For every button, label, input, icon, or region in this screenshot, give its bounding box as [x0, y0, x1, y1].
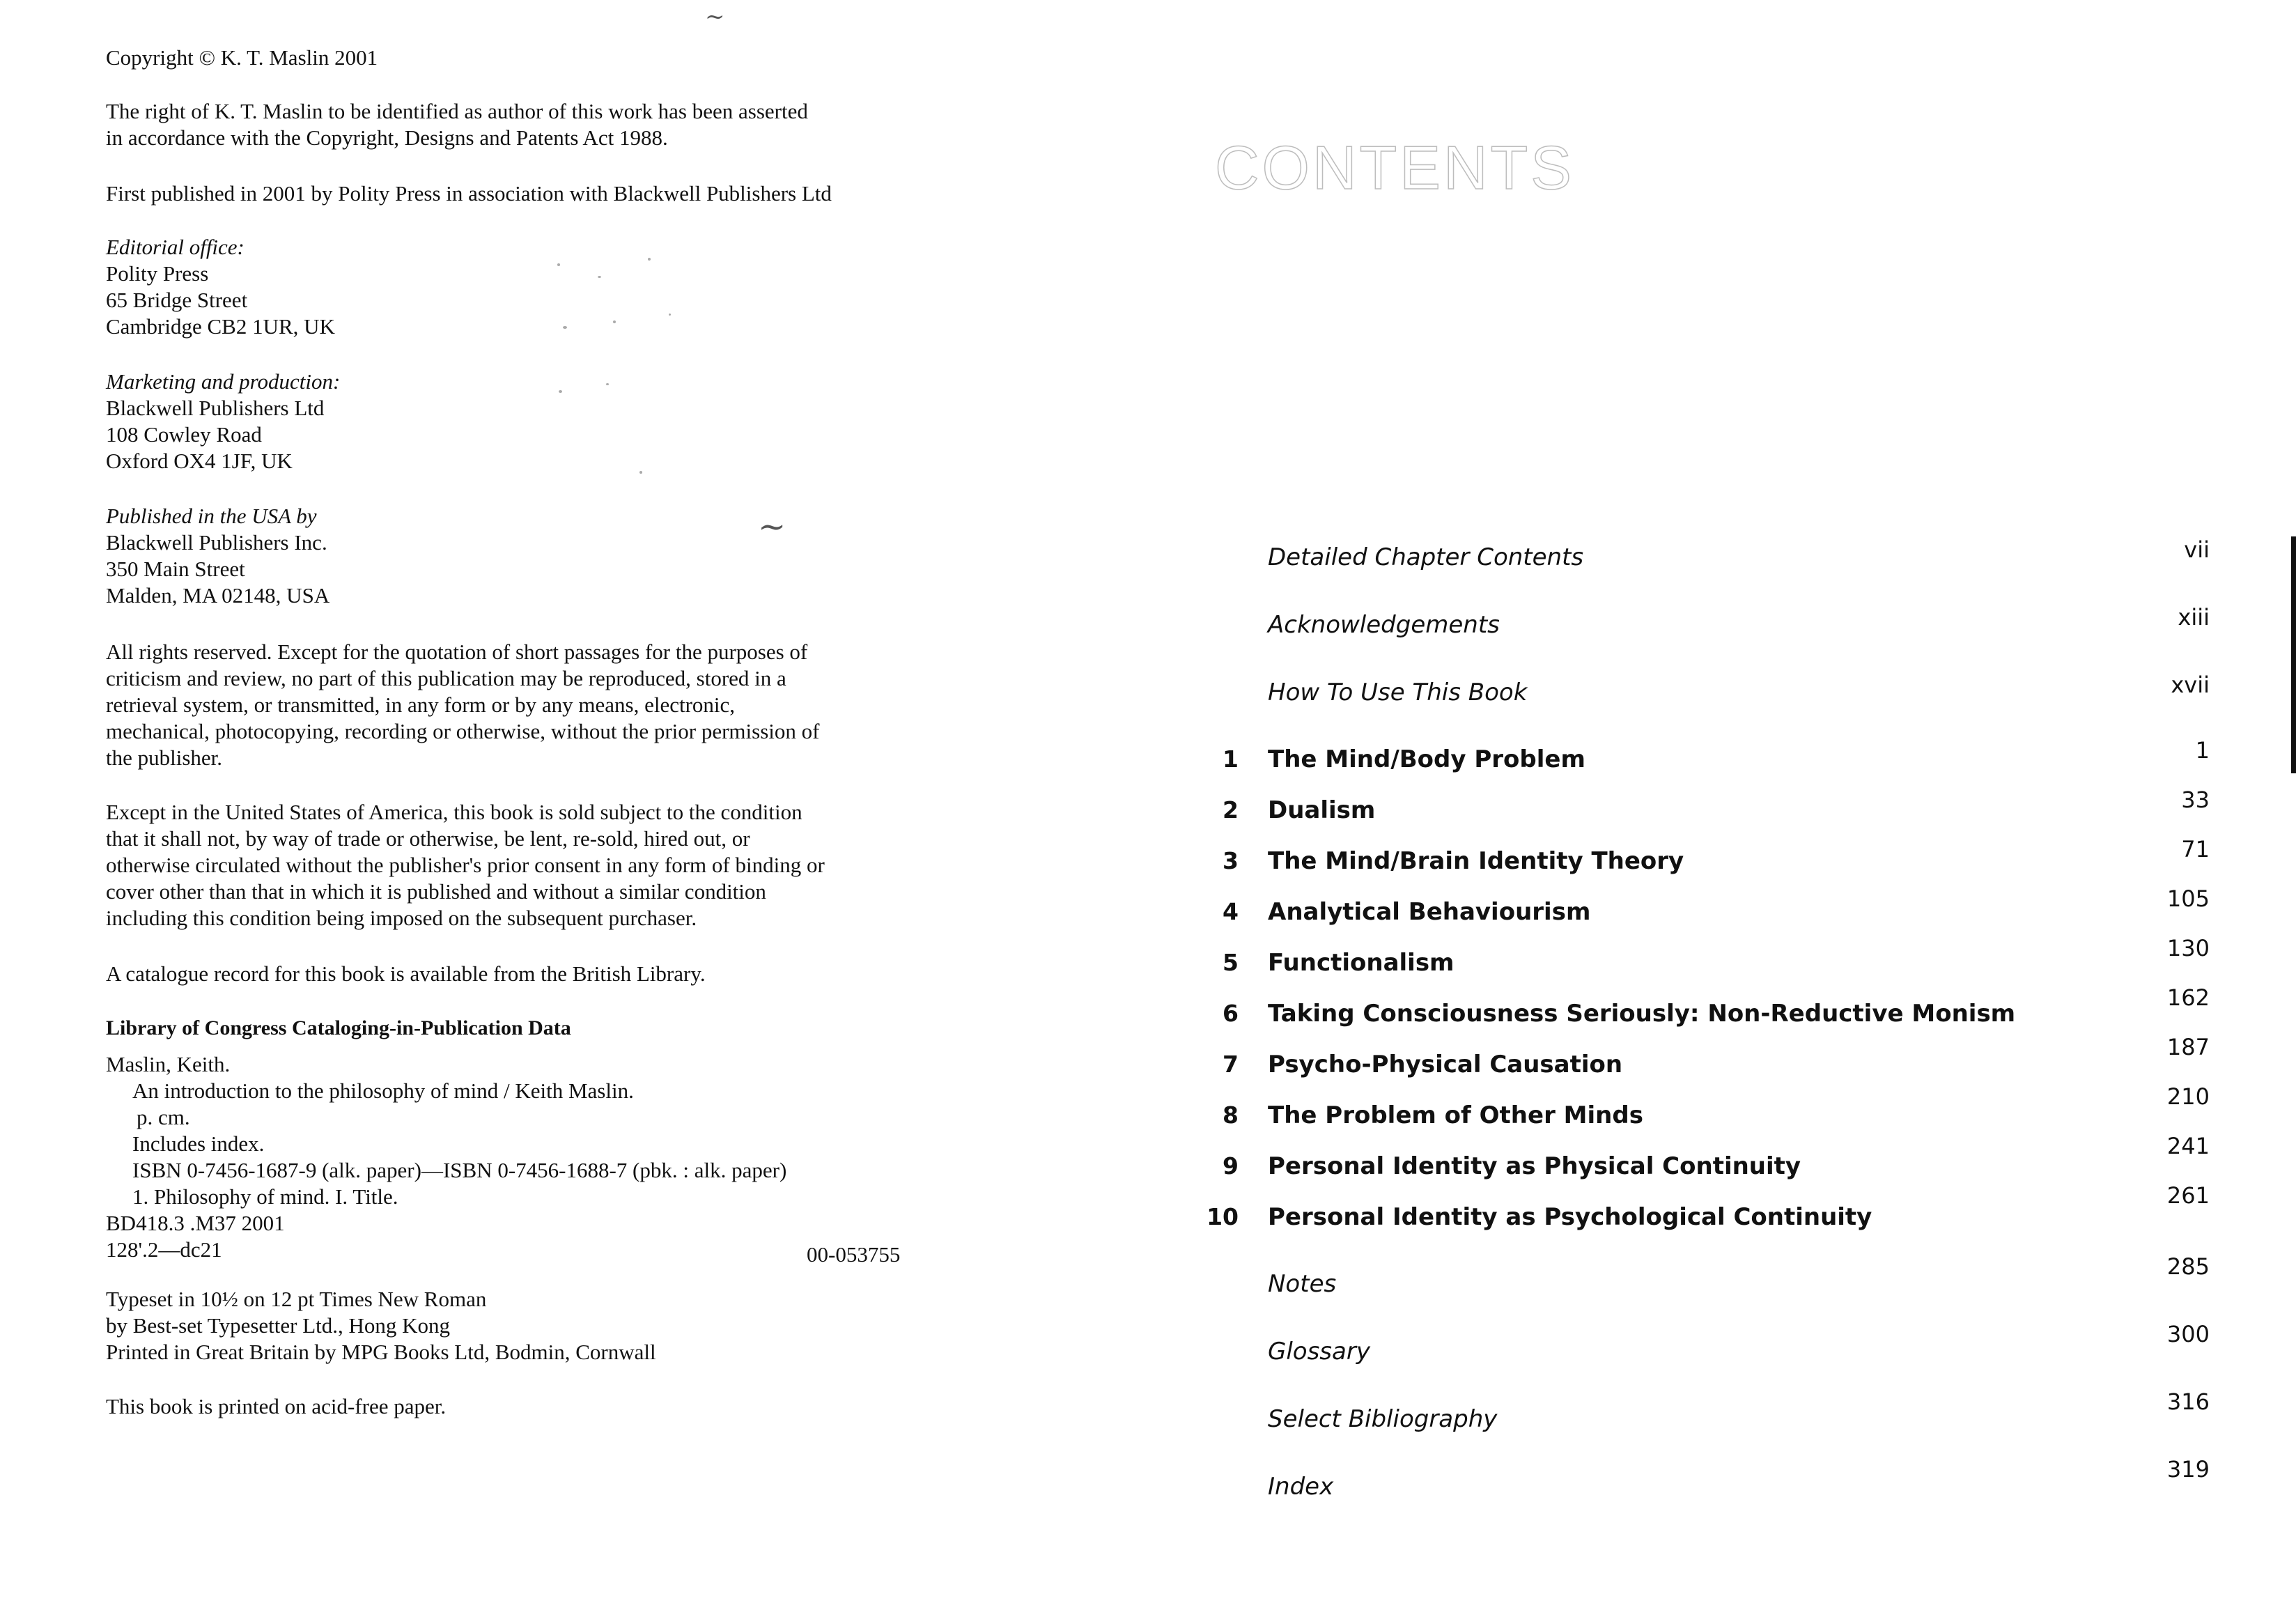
copyright-text: Copyright © K. T. Maslin 2001: [106, 45, 378, 70]
address-line: Malden, MA 02148, USA: [106, 583, 330, 608]
marketing-production: [106, 369, 340, 474]
contents-page: [1148, 0, 2296, 1617]
toc-page-number: 71: [2181, 836, 2210, 862]
paragraph-line: cover other than that in which it is published and without a similar condition: [106, 879, 766, 904]
paragraph-line: mechanical, photocopying, recording or otherwise, without the prior permission of: [106, 719, 820, 743]
cip-lccn: 00-053755: [807, 1242, 901, 1267]
paragraph-line: including this condition being imposed on the subsequent purchaser.: [106, 906, 697, 930]
toc-entry: [1148, 935, 2296, 982]
toc-page-number: 241: [2166, 1133, 2210, 1159]
toc-chapter-number: 10: [1207, 1203, 1239, 1230]
toc-title: Notes: [1268, 1270, 1337, 1298]
toc-title: Functionalism: [1268, 949, 1455, 977]
toc-page-number: 130: [2166, 935, 2210, 961]
typeset-line: by Best-set Typesetter Ltd., Hong Kong: [106, 1313, 451, 1338]
toc-title: The Mind/Brain Identity Theory: [1268, 847, 1684, 875]
rights-line: The right of K. T. Maslin to be identified as author of this work has been asserted: [106, 99, 808, 123]
toc-page-number: 300: [2166, 1321, 2210, 1347]
toc-page-number: xiii: [2178, 604, 2210, 630]
toc-page-number: 33: [2181, 787, 2210, 813]
toc-entry: [1148, 604, 2296, 644]
toc-entry: [1148, 885, 2296, 931]
toc-title: Taking Consciousness Seriously: Non-Reductive Monism: [1268, 1000, 2016, 1028]
first-published: [106, 180, 832, 207]
editorial-office-label: Editorial office:: [106, 235, 245, 259]
toc-chapter-number: 9: [1223, 1152, 1239, 1179]
catalogue-text: A catalogue record for this book is available from the British Library.: [106, 961, 706, 986]
usa-publisher: [106, 503, 329, 609]
page-edge-bar: [2291, 536, 2296, 773]
address-line: 350 Main Street: [106, 557, 245, 581]
editorial-office: [106, 234, 335, 340]
address-line: Blackwell Publishers Inc.: [106, 530, 327, 555]
rights-line: in accordance with the Copyright, Designs and Patents Act 1988.: [106, 125, 668, 150]
toc-entry: [1148, 1388, 2296, 1439]
toc-page-number: 1: [2195, 737, 2210, 764]
toc-page-number: vii: [2184, 536, 2210, 563]
toc-title: Personal Identity as Physical Continuity: [1268, 1152, 1801, 1180]
toc-entry: [1148, 787, 2296, 830]
paragraph-line: retrieval system, or transmitted, in any form or by any means, electronic,: [106, 693, 736, 717]
toc-page-number: 261: [2166, 1182, 2210, 1209]
toc-title: Glossary: [1268, 1338, 1370, 1365]
cip-title: An introduction to the philosophy of mind / Keith Maslin.: [132, 1078, 634, 1103]
cip-subject: 1. Philosophy of mind. I. Title.: [132, 1184, 398, 1209]
copyright-line: [106, 45, 378, 71]
sale-condition-paragraph: [106, 799, 825, 931]
pen-mark-top: ~: [705, 3, 725, 31]
toc-chapter-number: 6: [1223, 1000, 1239, 1027]
toc-page-number: 319: [2166, 1456, 2210, 1483]
toc-entry: [1148, 1034, 2296, 1084]
toc-entry: [1148, 536, 2296, 577]
address-line: Blackwell Publishers Ltd: [106, 396, 325, 420]
toc-title: Index: [1268, 1473, 1334, 1501]
toc-entry: [1148, 836, 2296, 881]
cip-index: Includes index.: [132, 1131, 265, 1156]
toc-chapter-number: 2: [1223, 796, 1239, 823]
toc-chapter-number: 7: [1223, 1051, 1239, 1078]
typeset-info: [106, 1286, 656, 1365]
paragraph-line: otherwise circulated without the publisher's prior consent in any form of binding or: [106, 853, 825, 877]
paragraph-line: the publisher.: [106, 745, 223, 770]
paragraph-line: All rights reserved. Except for the quotation of short passages for the purposes of: [106, 640, 808, 664]
toc-page-number: 105: [2166, 885, 2210, 912]
first-published-text: First published in 2001 by Polity Press in association with Blackwell Publishers Ltd: [106, 181, 832, 206]
address-line: 108 Cowley Road: [106, 422, 262, 447]
toc-entry: [1148, 672, 2296, 712]
typeset-line: Printed in Great Britain by MPG Books Ltd, Bodmin, Cornwall: [106, 1340, 656, 1364]
toc-chapter-number: 1: [1223, 745, 1239, 773]
toc-chapter-number: 8: [1223, 1101, 1239, 1129]
toc-title: The Mind/Body Problem: [1268, 745, 1585, 773]
toc-entry: [1148, 984, 2296, 1033]
paragraph-line: Except in the United States of America, this book is sold subject to the condition: [106, 800, 802, 824]
paragraph-line: criticism and review, no part of this publication may be reproduced, stored in a: [106, 666, 786, 690]
typeset-line: Typeset in 10½ on 12 pt Times New Roman: [106, 1287, 487, 1311]
pen-mark-signature: ~: [758, 507, 786, 546]
toc-entry: [1148, 1253, 2296, 1303]
cip-isbn: ISBN 0-7456-1687-9 (alk. paper)—ISBN 0-7456-1688-7 (pbk. : alk. paper): [132, 1158, 787, 1182]
cip-data: [106, 1051, 786, 1263]
all-rights-paragraph: [106, 639, 819, 771]
loc-heading-text: Library of Congress Cataloging-in-Publication Data: [106, 1016, 571, 1039]
toc-title: Dualism: [1268, 796, 1376, 824]
cip-dewey: 128'.2—dc21: [106, 1237, 222, 1262]
toc-page-number: xvii: [2171, 672, 2210, 698]
toc-entry: [1148, 1083, 2296, 1135]
acid-free-text: This book is printed on acid-free paper.: [106, 1394, 447, 1418]
paragraph-line: that it shall not, by way of trade or otherwise, be lent, re-sold, hired out, or: [106, 826, 750, 851]
cip-author: Maslin, Keith.: [106, 1052, 231, 1076]
rights-paragraph: [106, 98, 808, 151]
toc-page-number: 316: [2166, 1388, 2210, 1415]
toc-page-number: 162: [2166, 984, 2210, 1011]
toc-chapter-number: 4: [1223, 898, 1239, 925]
cip-pages: p. cm.: [137, 1105, 190, 1129]
marketing-label: Marketing and production:: [106, 369, 341, 394]
toc-title: The Problem of Other Minds: [1268, 1101, 1643, 1129]
toc-title: Personal Identity as Psychological Continuity: [1268, 1203, 1872, 1231]
toc-chapter-number: 3: [1223, 847, 1239, 874]
usa-label: Published in the USA by: [106, 504, 317, 528]
toc-page-number: 187: [2166, 1034, 2210, 1060]
toc-entry: [1148, 1133, 2296, 1186]
toc-title: Select Bibliography: [1268, 1405, 1498, 1433]
toc-entry: [1148, 737, 2296, 779]
toc-entry: [1148, 1456, 2296, 1506]
toc-page-number: 210: [2166, 1083, 2210, 1110]
address-line: Cambridge CB2 1UR, UK: [106, 314, 335, 339]
contents-heading: CONTENTS: [1215, 133, 1574, 202]
acid-free-note: [106, 1393, 446, 1420]
toc-title: Psycho-Physical Causation: [1268, 1051, 1623, 1078]
toc-entry: [1148, 1321, 2296, 1371]
address-line: 65 Bridge Street: [106, 288, 248, 312]
toc-entry: [1148, 1182, 2296, 1237]
toc-title: Detailed Chapter Contents: [1268, 543, 1584, 571]
toc-title: Analytical Behaviourism: [1268, 898, 1591, 926]
address-line: Polity Press: [106, 261, 209, 286]
loc-heading: [106, 1015, 571, 1042]
toc-chapter-number: 5: [1223, 949, 1239, 976]
toc-title: Acknowledgements: [1268, 611, 1500, 639]
catalogue-record: [106, 961, 706, 987]
toc-title: How To Use This Book: [1268, 679, 1528, 706]
cip-call-number: BD418.3 .M37 2001: [106, 1211, 285, 1235]
toc-page-number: 285: [2166, 1253, 2210, 1280]
address-line: Oxford OX4 1JF, UK: [106, 449, 293, 473]
